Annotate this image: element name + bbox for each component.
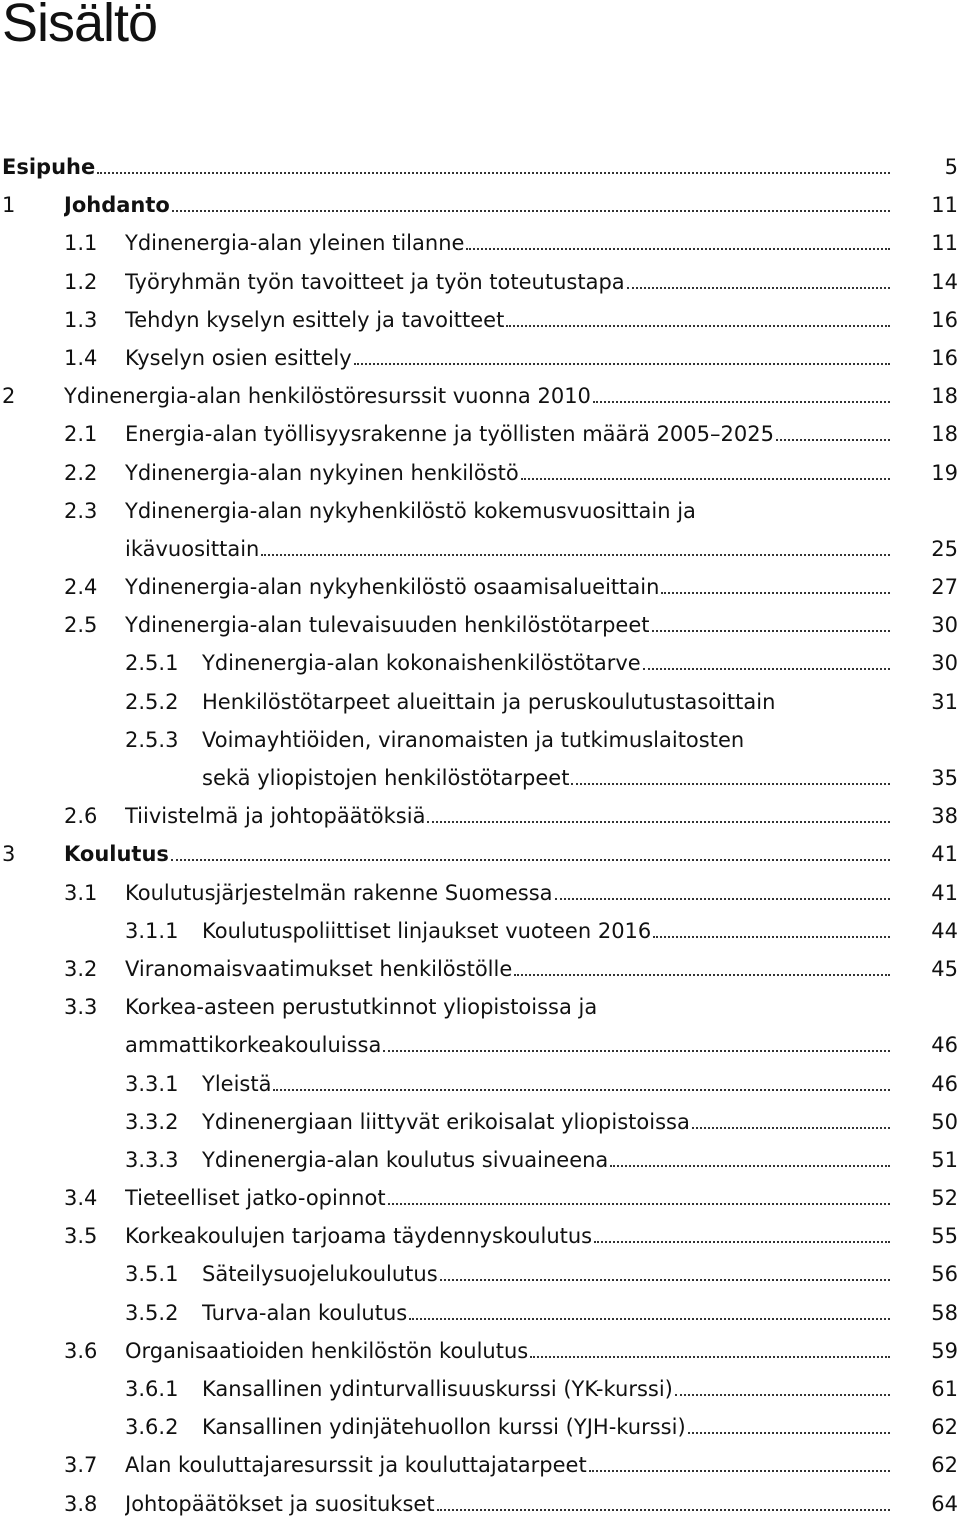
toc-entry-page: 64 [931, 1491, 958, 1516]
toc-entry-page: 5 [944, 155, 958, 179]
toc-entry-page: 58 [931, 1300, 958, 1325]
toc-entry-title: Ydinenergia-alan kokonaishenkilöstötarve [202, 651, 641, 676]
toc-entry-section[interactable] [0, 567, 960, 605]
toc-entry-section[interactable] [0, 414, 960, 452]
toc-entry-title: Tehdyn kyselyn esittely ja tavoitteet [125, 307, 505, 332]
toc-entry-chapter-2[interactable] [0, 376, 960, 414]
dot-leader [273, 1089, 890, 1091]
toc-entry-chapter-1[interactable] [0, 185, 960, 223]
toc-entry-number: 3.3.1 [125, 1071, 179, 1096]
toc-entry-title: Johdanto [64, 193, 170, 218]
dot-leader [514, 974, 890, 976]
toc-entry-page: 31 [931, 689, 958, 714]
dot-leader [589, 1470, 890, 1472]
toc-entry-number: 3.5.1 [125, 1262, 179, 1287]
toc-entry-title: sekä yliopistojen henkilöstötarpeet [202, 766, 570, 790]
toc-entry-title: Turva-alan koulutus [202, 1300, 408, 1325]
toc-entry-continuation[interactable] [0, 758, 960, 796]
dot-leader [521, 478, 890, 480]
toc-entry-esipuhe[interactable] [0, 147, 960, 185]
toc-entry-number: 1.4 [64, 345, 98, 370]
toc-entry-number: 2.3 [64, 498, 98, 523]
toc-entry-page: 18 [931, 384, 958, 409]
toc-entry-number: 3.3.2 [125, 1109, 179, 1134]
toc-entry-title: Ydinenergia-alan henkilöstöresurssit vuonna 2010 [64, 384, 591, 409]
toc-entry-number: 1.3 [64, 307, 98, 332]
toc-entry-number: 3.4 [64, 1186, 98, 1211]
toc-entry-title: Alan kouluttajaresurssit ja kouluttajatarpeet [125, 1453, 587, 1478]
toc-entry-page: 62 [931, 1453, 958, 1478]
toc-entry-page: 16 [931, 345, 958, 370]
toc-entry-page: 27 [931, 575, 958, 600]
toc-entry-title: Ydinenergia-alan nykyhenkilöstö kokemusvuosittain ja [125, 498, 696, 523]
dot-leader [593, 401, 890, 403]
toc-entry-title: Viranomaisvaatimukset henkilöstölle [125, 956, 513, 981]
toc-entry-title: Korkeakoulujen tarjoama täydennyskoulutus [125, 1224, 593, 1249]
toc-entry-title: Työryhmän työn tavoitteet ja työn toteutustapa [125, 269, 625, 294]
toc-entry-title: Yleistä [202, 1071, 272, 1096]
toc-entry-page: 46 [931, 1071, 958, 1096]
toc-entry-number: 3.1.1 [125, 918, 179, 943]
table-of-contents [0, 147, 960, 1522]
dot-leader [692, 1127, 890, 1129]
dot-leader [530, 1356, 890, 1358]
toc-entry-continuation[interactable] [0, 529, 960, 567]
toc-entry-title: Koulutuspoliittiset linjaukset vuoteen 2016 [202, 918, 652, 943]
toc-entry-section[interactable] [0, 1178, 960, 1216]
dot-leader [661, 592, 890, 594]
toc-entry-page: 56 [931, 1262, 958, 1287]
toc-entry-title: Korkea-asteen perustutkinnot yliopistoissa ja [125, 995, 598, 1020]
toc-entry-number: 2.1 [64, 422, 98, 447]
toc-entry-number: 2.5 [64, 613, 98, 638]
dot-leader [594, 1241, 890, 1243]
toc-entry-page: 14 [931, 269, 958, 294]
toc-entry-page: 45 [931, 956, 958, 981]
toc-entry-subsection[interactable] [0, 682, 960, 720]
toc-entry-title: Esipuhe [2, 155, 96, 179]
toc-entry-number: 2 [2, 384, 16, 409]
toc-entry-page: 44 [931, 918, 958, 943]
toc-entry-title: ammattikorkeakouluissa [125, 1033, 382, 1058]
dot-leader [172, 210, 890, 212]
dot-leader [427, 821, 890, 823]
toc-entry-page: 61 [931, 1377, 958, 1401]
toc-entry-number: 3.2 [64, 956, 98, 981]
toc-entry-subsection[interactable] [0, 1407, 960, 1445]
toc-entry-page: 46 [931, 1033, 958, 1058]
toc-entry-title: Tiivistelmä ja johtopäätöksiä [125, 804, 426, 829]
toc-entry-page: 55 [931, 1224, 958, 1249]
toc-entry-page: 16 [931, 307, 958, 332]
toc-entry-title: Ydinenergia-alan nykyhenkilöstö osaamisalueittain [125, 575, 660, 600]
toc-entry-subsection[interactable] [0, 1140, 960, 1178]
toc-entry-title: Ydinenergia-alan koulutus sivuaineena [202, 1147, 609, 1172]
dot-leader [171, 859, 890, 861]
toc-entry-number: 3.3.3 [125, 1147, 179, 1172]
toc-entry-page: 59 [931, 1338, 958, 1363]
dot-leader [643, 668, 890, 670]
toc-entry-number: 3.7 [64, 1453, 98, 1478]
toc-entry-page: 19 [931, 460, 958, 485]
dot-leader [466, 248, 890, 250]
toc-entry-title: Tieteelliset jatko-opinnot [125, 1186, 386, 1211]
toc-entry-title: Kansallinen ydinjätehuollon kurssi (YJH-kurssi) [202, 1415, 686, 1440]
toc-entry-number: 2.5.3 [125, 727, 179, 752]
toc-entry-number: 3.1 [64, 880, 98, 905]
toc-entry-section[interactable] [0, 1484, 960, 1522]
toc-entry-title: Koulutus [64, 842, 169, 867]
toc-entry-title: Ydinenergia-alan yleinen tilanne [125, 231, 465, 256]
dot-leader [555, 898, 890, 900]
toc-entry-section[interactable] [0, 796, 960, 834]
toc-entry-section[interactable] [0, 1331, 960, 1369]
dot-leader [388, 1203, 890, 1205]
page-title: Sisältö [2, 0, 158, 53]
toc-entry-title: Ydinenergia-alan tulevaisuuden henkilöstötarpeet [125, 613, 650, 638]
toc-entry-number: 2.4 [64, 575, 98, 600]
toc-entry-number: 3.6.2 [125, 1415, 179, 1440]
dot-leader [354, 363, 890, 365]
toc-entry-continuation[interactable] [0, 1025, 960, 1063]
toc-entry-number: 3.6 [64, 1338, 98, 1363]
toc-entry-title: Kansallinen ydinturvallisuuskurssi (YK-kurssi) [202, 1377, 673, 1401]
toc-entry-number: 2.6 [64, 804, 98, 829]
toc-entry-page: 41 [931, 880, 958, 905]
toc-entry-number: 2.5.1 [125, 651, 179, 676]
dot-leader [383, 1050, 890, 1052]
toc-entry-page: 38 [931, 804, 958, 829]
toc-entry-section[interactable] [0, 1445, 960, 1483]
dot-leader [571, 783, 890, 785]
toc-entry-section[interactable] [0, 300, 960, 338]
toc-entry-page: 41 [931, 842, 958, 867]
dot-leader [610, 1165, 890, 1167]
toc-entry-section[interactable] [0, 949, 960, 987]
dot-leader [652, 630, 891, 632]
toc-entry-number: 3.3 [64, 995, 98, 1020]
toc-entry-title: Ydinenergiaan liittyvät erikoisalat yliopistoissa [202, 1109, 690, 1134]
dot-leader [688, 1432, 890, 1434]
toc-entry-number: 2.5.2 [125, 689, 179, 714]
toc-entry-subsection[interactable] [0, 911, 960, 949]
dot-leader [437, 1509, 890, 1511]
toc-entry-page: 11 [931, 193, 958, 218]
toc-entry-number: 3 [2, 842, 16, 867]
toc-entry-section[interactable] [0, 605, 960, 643]
toc-entry-number: 2.2 [64, 460, 98, 485]
toc-entry-number: 3.5 [64, 1224, 98, 1249]
toc-entry-page: 30 [931, 651, 958, 676]
toc-entry-page: 30 [931, 613, 958, 638]
toc-entry-page: 51 [931, 1147, 958, 1172]
toc-entry-title: Koulutusjärjestelmän rakenne Suomessa [125, 880, 553, 905]
toc-entry-page: 50 [931, 1109, 958, 1134]
toc-entry-number: 3.5.2 [125, 1300, 179, 1325]
toc-entry-section[interactable] [0, 453, 960, 491]
toc-entry-title: Ydinenergia-alan nykyinen henkilöstö [125, 460, 519, 485]
toc-entry-number: 1.1 [64, 231, 98, 256]
toc-entry-section[interactable] [0, 262, 960, 300]
toc-entry-title: Kyselyn osien esittely [125, 345, 352, 370]
dot-leader [409, 1318, 890, 1320]
toc-entry-title: Energia-alan työllisyysrakenne ja työllisten määrä 2005–2025 [125, 422, 774, 447]
toc-entry-title: Henkilöstötarpeet alueittain ja peruskoulutustasoittain [202, 689, 776, 714]
toc-entry-number: 1 [2, 193, 16, 218]
toc-entry-section[interactable] [0, 987, 960, 1025]
toc-entry-title: Organisaatioiden henkilöstön koulutus [125, 1338, 529, 1363]
toc-entry-number: 1.2 [64, 269, 98, 294]
toc-entry-title: Voimayhtiöiden, viranomaisten ja tutkimuslaitosten [202, 727, 745, 752]
toc-entry-subsection[interactable] [0, 1293, 960, 1331]
toc-entry-page: 62 [931, 1415, 958, 1440]
toc-entry-page: 52 [931, 1186, 958, 1211]
dot-leader [261, 554, 890, 556]
dot-leader [776, 439, 890, 441]
toc-entry-subsection[interactable] [0, 1369, 960, 1407]
toc-entry-title: Johtopäätökset ja suositukset [125, 1491, 435, 1516]
toc-entry-chapter-3[interactable] [0, 834, 960, 872]
toc-entry-section[interactable] [0, 873, 960, 911]
toc-entry-subsection[interactable] [0, 643, 960, 681]
toc-entry-number: 3.6.1 [125, 1377, 179, 1401]
toc-entry-section[interactable] [0, 338, 960, 376]
dot-leader [627, 287, 890, 289]
toc-entry-section[interactable] [0, 1216, 960, 1254]
toc-entry-page: 25 [931, 536, 958, 561]
toc-entry-subsection[interactable] [0, 720, 960, 758]
toc-entry-title: ikävuosittain [125, 536, 260, 561]
toc-entry-subsection[interactable] [0, 1064, 960, 1102]
toc-entry-number: 3.8 [64, 1491, 98, 1516]
toc-entry-subsection[interactable] [0, 1102, 960, 1140]
toc-entry-subsection[interactable] [0, 1254, 960, 1292]
dot-leader [675, 1394, 890, 1396]
toc-entry-page: 35 [931, 766, 958, 790]
dot-leader [440, 1279, 890, 1281]
toc-entry-section[interactable] [0, 491, 960, 529]
toc-entry-page: 18 [931, 422, 958, 447]
dot-leader [506, 325, 890, 327]
toc-entry-title: Säteilysuojelukoulutus [202, 1262, 438, 1287]
toc-entry-section[interactable] [0, 223, 960, 261]
dot-leader [653, 936, 890, 938]
dot-leader [97, 172, 890, 174]
toc-entry-page: 11 [931, 231, 958, 256]
